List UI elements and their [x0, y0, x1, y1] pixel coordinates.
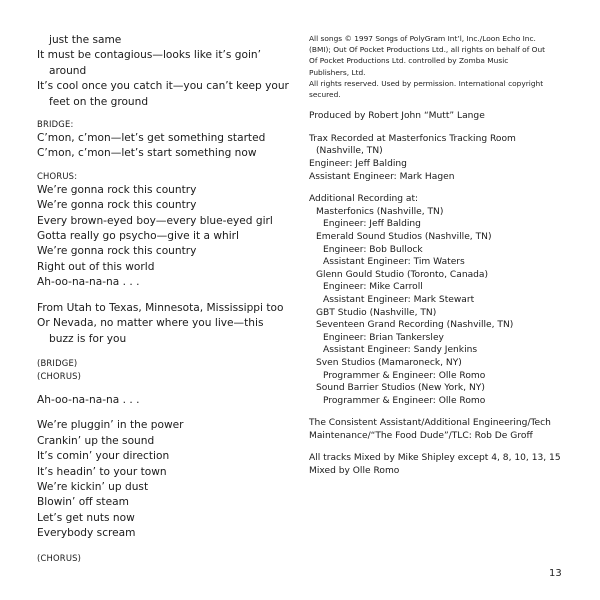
lyric-line: Crankin’ up the sound	[37, 434, 155, 447]
credit-line: Engineer: Jeff Balding	[309, 159, 407, 169]
studio-line: GBT Studio (Nashville, TN)	[316, 307, 437, 318]
lyric-line: around	[49, 64, 87, 77]
credit-line: (Nashville, TN)	[316, 146, 383, 157]
legal-line: Publishers, Ltd.	[309, 67, 366, 77]
lyric-line: From Utah to Texas, Minnesota, Mississippi too	[37, 301, 284, 314]
credit-line: Maintenance/“The Food Dude”/TLC: Rob De Groff	[309, 430, 533, 441]
engineer-line: Programmer & Engineer: Olle Romo	[323, 395, 486, 406]
engineer-line: Engineer: Jeff Balding	[323, 219, 421, 230]
studio-line: Sound Barrier Studios (New York, NY)	[316, 383, 485, 394]
lyric-line: Ah-oo-na-na-na . . .	[37, 393, 140, 406]
credit-line: Assistant Engineer: Mark Hagen	[309, 171, 455, 182]
lyric-line: It’s cool once you catch it—you can’t keep your	[37, 80, 289, 93]
additional-recording-credits	[309, 193, 589, 407]
lyric-line: just the same	[49, 34, 122, 46]
lyric-line: Ah-oo-na-na-na . . .	[37, 276, 140, 289]
engineer-line: Programmer & Engineer: Olle Romo	[323, 370, 486, 381]
lyric-line: Everybody scream	[37, 527, 136, 540]
engineer-line: Assistant Engineer: Sandy Jenkins	[323, 345, 478, 356]
verse-three	[37, 418, 299, 541]
lyric-line: C’mon, c’mon—let’s start something now	[37, 147, 257, 160]
mixing-credit	[309, 452, 589, 477]
engineer-line: Engineer: Bob Bullock	[323, 244, 423, 255]
trax-credits	[309, 133, 589, 183]
legal-line: (BMI); Out Of Pocket Productions Ltd., all rights on behalf of Out	[309, 45, 546, 55]
lyric-line: C’mon, c’mon—let’s get something started	[37, 132, 266, 145]
lyric-line: buzz is for you	[49, 332, 127, 345]
producer-credit: Produced by Robert John “Mutt” Lange	[309, 111, 485, 122]
legal-line: Of Pocket Productions Ltd. controlled by Zomba Music	[309, 56, 509, 66]
legal-line: All rights reserved. Used by permission. International copyright	[309, 78, 544, 88]
lyric-line: We’re gonna rock this country	[37, 183, 197, 196]
engineer-line: Assistant Engineer: Mark Stewart	[323, 294, 475, 305]
lyric-line: It’s headin’ to your town	[37, 465, 167, 478]
credit-line: Mixed by Olle Romo	[309, 466, 400, 477]
lyric-line: We’re gonna rock this country	[37, 245, 197, 258]
engineer-line: Engineer: Brian Tankersley	[323, 332, 444, 343]
lyrics-verse-end	[37, 33, 299, 110]
repeat-chorus-label: (CHORUS)	[37, 370, 82, 381]
credit-line: Trax Recorded at Masterfonics Tracking Room	[309, 133, 516, 144]
studio-line: Sven Studios (Mamaroneck, NY)	[316, 357, 462, 368]
final-chorus-label: (CHORUS)	[37, 552, 82, 563]
lyric-line: It must be contagious—looks like it’s goin’	[37, 49, 262, 62]
studio-line: Masterfonics (Nashville, TN)	[316, 206, 444, 217]
chorus-section	[37, 183, 299, 291]
credits-column	[309, 33, 589, 478]
bridge-section	[37, 131, 299, 162]
lyric-line: Every brown-eyed boy—every blue-eyed girl	[37, 214, 273, 227]
lyrics-column	[37, 33, 299, 565]
lyric-line: Gotta really go psycho—give it a whirl	[37, 230, 239, 243]
credit-line: Additional Recording at:	[309, 194, 419, 205]
engineer-line: Engineer: Mike Carroll	[323, 282, 423, 293]
credit-line: All tracks Mixed by Mike Shipley except 4, 8, 10, 13, 15	[309, 453, 561, 464]
lyric-line: We’re gonna rock this country	[37, 199, 197, 212]
lyric-line: Or Nevada, no matter where you live—this	[37, 317, 264, 330]
lyric-line: It’s comin’ your direction	[37, 450, 170, 463]
repeat-bridge-label: (BRIDGE)	[37, 357, 78, 368]
lyric-line: Right out of this world	[37, 260, 155, 273]
studio-line: Glenn Gould Studio (Toronto, Canada)	[316, 269, 489, 280]
verse-two	[37, 301, 299, 347]
lyric-line: feet on the ground	[49, 95, 149, 108]
lyric-line: Blowin’ off steam	[37, 496, 129, 509]
consistent-assistant-credit	[309, 417, 589, 442]
legal-line: All songs © 1997 Songs of PolyGram Int’l, Inc./Loon Echo Inc.	[309, 34, 536, 43]
legal-line: secured.	[309, 90, 341, 100]
studio-line: Emerald Sound Studios (Nashville, TN)	[316, 231, 492, 242]
copyright-notice	[309, 33, 589, 100]
chorus-label: CHORUS:	[37, 170, 78, 181]
page-number: 13	[549, 568, 562, 579]
studio-line: Seventeen Grand Recording (Nashville, TN)	[316, 320, 514, 331]
lyric-line: Let’s get nuts now	[37, 511, 135, 524]
engineer-line: Assistant Engineer: Tim Waters	[323, 257, 465, 268]
lyric-line: We’re kickin’ up dust	[37, 480, 149, 493]
credit-line: The Consistent Assistant/Additional Engineering/Tech	[309, 418, 551, 429]
bridge-label: BRIDGE:	[37, 119, 74, 130]
lyric-line: We’re pluggin’ in the power	[37, 419, 184, 432]
